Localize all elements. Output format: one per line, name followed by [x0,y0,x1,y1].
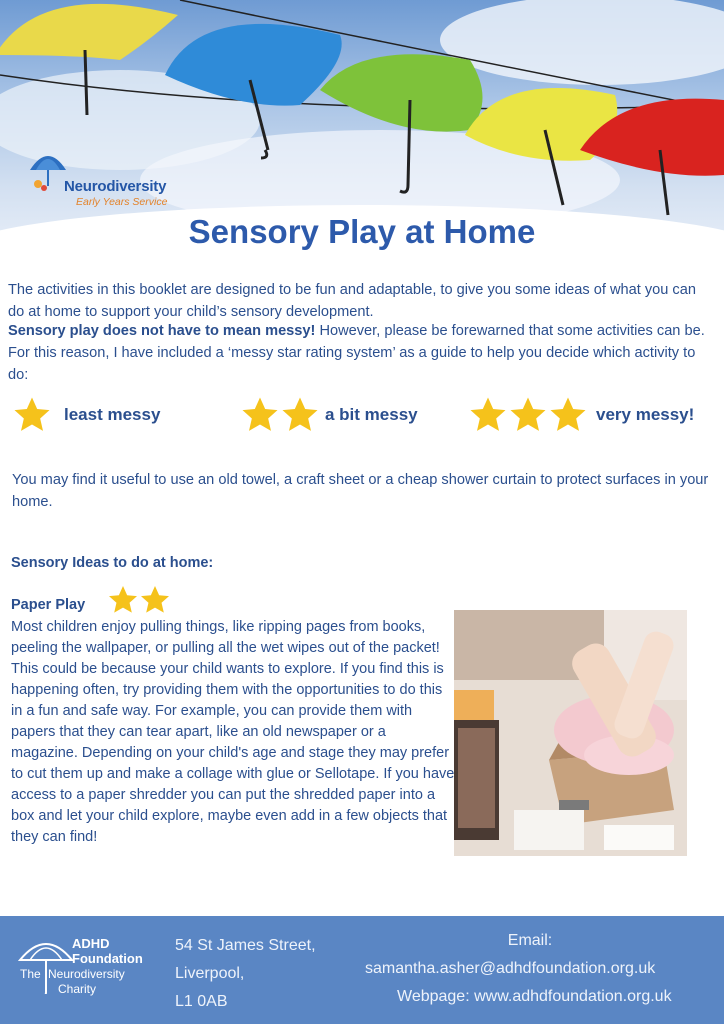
footer [0,916,724,1024]
intro-rest: However, please be forewarned that some activities can be. For this reason, I have included a ‘messy star rating system’ as a guide to help you decide which activity to do: [8,323,705,383]
star-icon [240,395,280,435]
section-heading: Sensory Ideas to do at home: [11,555,214,571]
intro-paragraph-2 [8,320,714,386]
rating-label: a bit messy [325,405,418,424]
webpage-link[interactable]: Webpage: www.adhdfoundation.org.uk [397,988,672,1005]
page-title: Sensory Play at Home [188,213,536,250]
logo-line2: Foundation [72,951,143,966]
logo-line3a: The [20,967,41,981]
star-icon [508,395,548,435]
email-link[interactable]: samantha.asher@adhdfoundation.org.uk [365,960,656,977]
star-icon [280,395,320,435]
star-icon [468,395,508,435]
email-label: Email: [507,932,553,949]
logo-subtitle: Early Years Service [76,196,168,208]
star-icon [107,584,139,616]
adhd-foundation-logo [18,934,158,1014]
rating-a-bit-messy [240,393,418,437]
rating-least-messy [12,393,160,437]
neurodiversity-logo [26,146,196,216]
star-icon [139,584,171,616]
intro-paragraph-1: The activities in this booklet are designed to be fun and adaptable, to give you some ideas of what you can do at home to support your child’s sensory development. [8,282,696,320]
star-icon [548,395,588,435]
logo-line1: ADHD [72,936,110,951]
activity-stars [107,584,171,616]
rating-label: least messy [64,405,161,424]
address [175,932,316,1016]
address-line1: 54 St James Street, [175,937,316,954]
paper-play-photo [454,610,687,856]
logo-line4: Charity [58,982,97,996]
activity-body: Most children enjoy pulling things, like ripping pages from books, peeling the wallpaper, or pulling all the wet wipes out of the packet! This could be because your child wants to explore. If you find this is happening often, try providing them with the opportunities to do this in a fun and safe way. For example, you can provide them with papers that they can tear apart, like an old newspaper or a magazine. Depending on your child's age and stage they may prefer to cut them up and make a collage with glue or Sellotape. If you have access to a paper shredder you can put the shredded paper into a box and let your child explore, maybe even add in a few objects that they can find! [11,619,455,845]
rating-label: very messy! [596,405,695,424]
address-line3: L1 0AB [175,993,228,1010]
umbrella-logo-icon [28,146,68,196]
intro-bold: Sensory play does not have to mean messy! [8,323,316,339]
protect-surfaces-tip: You may find it useful to use an old towel, a craft sheet or a cheap shower curtain to protect surfaces in your home. [12,472,709,510]
rating-very-messy [468,393,694,437]
logo-name: Neurodiversity [64,178,167,195]
logo-line3b: Neurodiversity [48,967,125,981]
activity-title: Paper Play [11,597,86,613]
star-icon [12,395,52,435]
address-line2: Liverpool, [175,965,245,982]
